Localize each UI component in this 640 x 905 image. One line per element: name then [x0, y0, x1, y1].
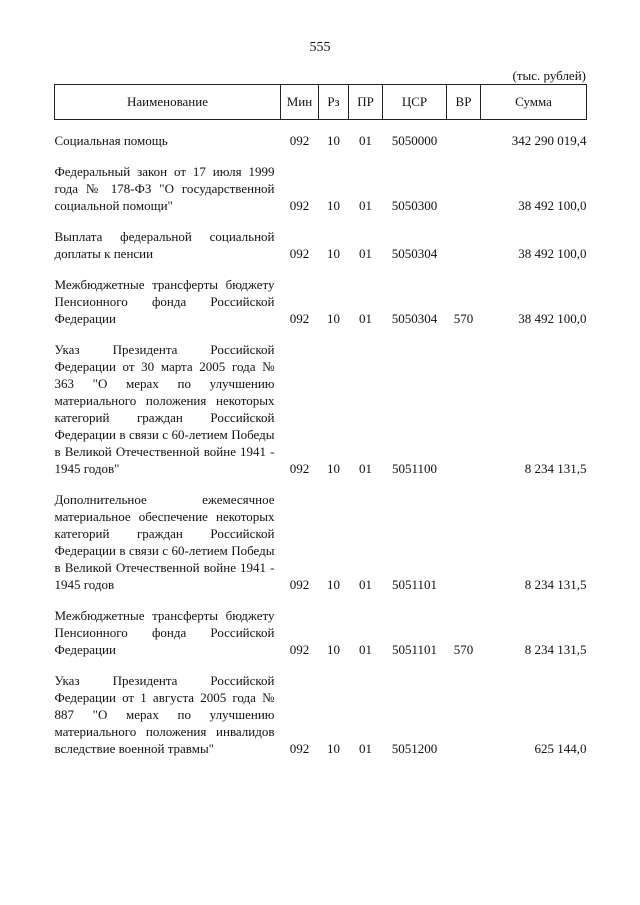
row-pr: 01: [359, 133, 372, 148]
row-vr: [447, 477, 481, 593]
col-header-vr: ВР: [447, 85, 481, 120]
row-csr: 5051101: [391, 642, 438, 657]
row-sum: 38 492 100,0: [518, 311, 587, 326]
row-csr: 5050300: [391, 198, 438, 213]
col-header-sum: Сумма: [481, 85, 587, 120]
row-sum: 342 290 019,4: [511, 133, 587, 148]
col-header-rz: Рз: [319, 85, 349, 120]
row-rz: 10: [327, 741, 340, 756]
col-header-csr: ЦСР: [383, 85, 447, 120]
row-csr: 5050304: [391, 311, 438, 326]
table-row: [55, 593, 587, 658]
row-pr: 01: [359, 741, 372, 756]
table-row: [55, 477, 587, 593]
row-name: Указ Президента Российской Федерации от 1 августа 2005 года № 887 "О мерах по улучшению материального положения инвалидов вследствие военной травмы": [54, 673, 275, 756]
row-vr: 570: [453, 642, 474, 657]
table-row: [55, 149, 587, 214]
row-sum: 8 234 131,5: [524, 642, 587, 657]
page-number: 555: [309, 40, 331, 55]
col-header-min: Мин: [281, 85, 319, 120]
row-rz: 10: [327, 577, 340, 592]
row-name: Выплата федеральной социальной доплаты к пенсии: [54, 229, 275, 261]
row-min: 092: [289, 246, 310, 261]
row-min: 092: [289, 461, 310, 476]
row-pr: 01: [359, 198, 372, 213]
row-csr: 5051100: [391, 461, 438, 476]
row-name: Межбюджетные трансферты бюджету Пенсионного фонда Российской Федерации: [54, 608, 275, 657]
row-vr: 570: [453, 311, 474, 326]
row-name: Федеральный закон от 17 июля 1999 года № 178-ФЗ "О государственной социальной помощи": [54, 164, 275, 213]
row-pr: 01: [359, 461, 372, 476]
table-row: [55, 327, 587, 477]
units-note: (тыс. рублей): [512, 68, 586, 83]
row-min: 092: [289, 133, 310, 148]
row-rz: 10: [327, 311, 340, 326]
row-name: Межбюджетные трансферты бюджету Пенсионного фонда Российской Федерации: [54, 277, 275, 326]
table-row: [55, 214, 587, 262]
row-min: 092: [289, 577, 310, 592]
row-rz: 10: [327, 642, 340, 657]
row-pr: 01: [359, 642, 372, 657]
table-row: [55, 658, 587, 757]
row-min: 092: [289, 198, 310, 213]
budget-table: [54, 84, 587, 757]
row-csr: 5050304: [391, 246, 438, 261]
row-vr: [447, 658, 481, 757]
table-row: [55, 120, 587, 150]
row-rz: 10: [327, 461, 340, 476]
row-sum: 8 234 131,5: [524, 577, 587, 592]
row-vr: [447, 149, 481, 214]
row-sum: 625 144,0: [534, 741, 587, 756]
row-rz: 10: [327, 246, 340, 261]
table-row: [55, 262, 587, 327]
row-sum: 8 234 131,5: [524, 461, 587, 476]
row-vr: [447, 120, 481, 150]
row-csr: 5051101: [391, 577, 438, 592]
row-vr: [447, 327, 481, 477]
row-rz: 10: [327, 198, 340, 213]
row-csr: 5051200: [391, 741, 438, 756]
col-header-pr: ПР: [349, 85, 383, 120]
row-name: Указ Президента Российской Федерации от 30 марта 2005 года № 363 "О мерах по улучшению материального положения некоторых категорий граждан Российской Федерации в связи с 60-летием Победы в Великой Отечественной войне 1941 - 1945 годов": [54, 342, 275, 476]
row-name: Дополнительное ежемесячное материальное обеспечение некоторых категорий граждан Российской Федерации в связи с 60-летием Победы в Великой Отечественной войне 1941 - 1945 годов: [54, 492, 275, 592]
row-min: 092: [289, 311, 310, 326]
col-header-name: Наименование: [55, 85, 281, 120]
row-sum: 38 492 100,0: [518, 246, 587, 261]
table-header: [55, 85, 587, 120]
row-pr: 01: [359, 246, 372, 261]
row-csr: 5050000: [391, 133, 438, 148]
row-sum: 38 492 100,0: [518, 198, 587, 213]
row-name: Социальная помощь: [54, 133, 168, 148]
row-min: 092: [289, 642, 310, 657]
row-pr: 01: [359, 577, 372, 592]
row-min: 092: [289, 741, 310, 756]
row-pr: 01: [359, 311, 372, 326]
row-vr: [447, 214, 481, 262]
row-rz: 10: [327, 133, 340, 148]
